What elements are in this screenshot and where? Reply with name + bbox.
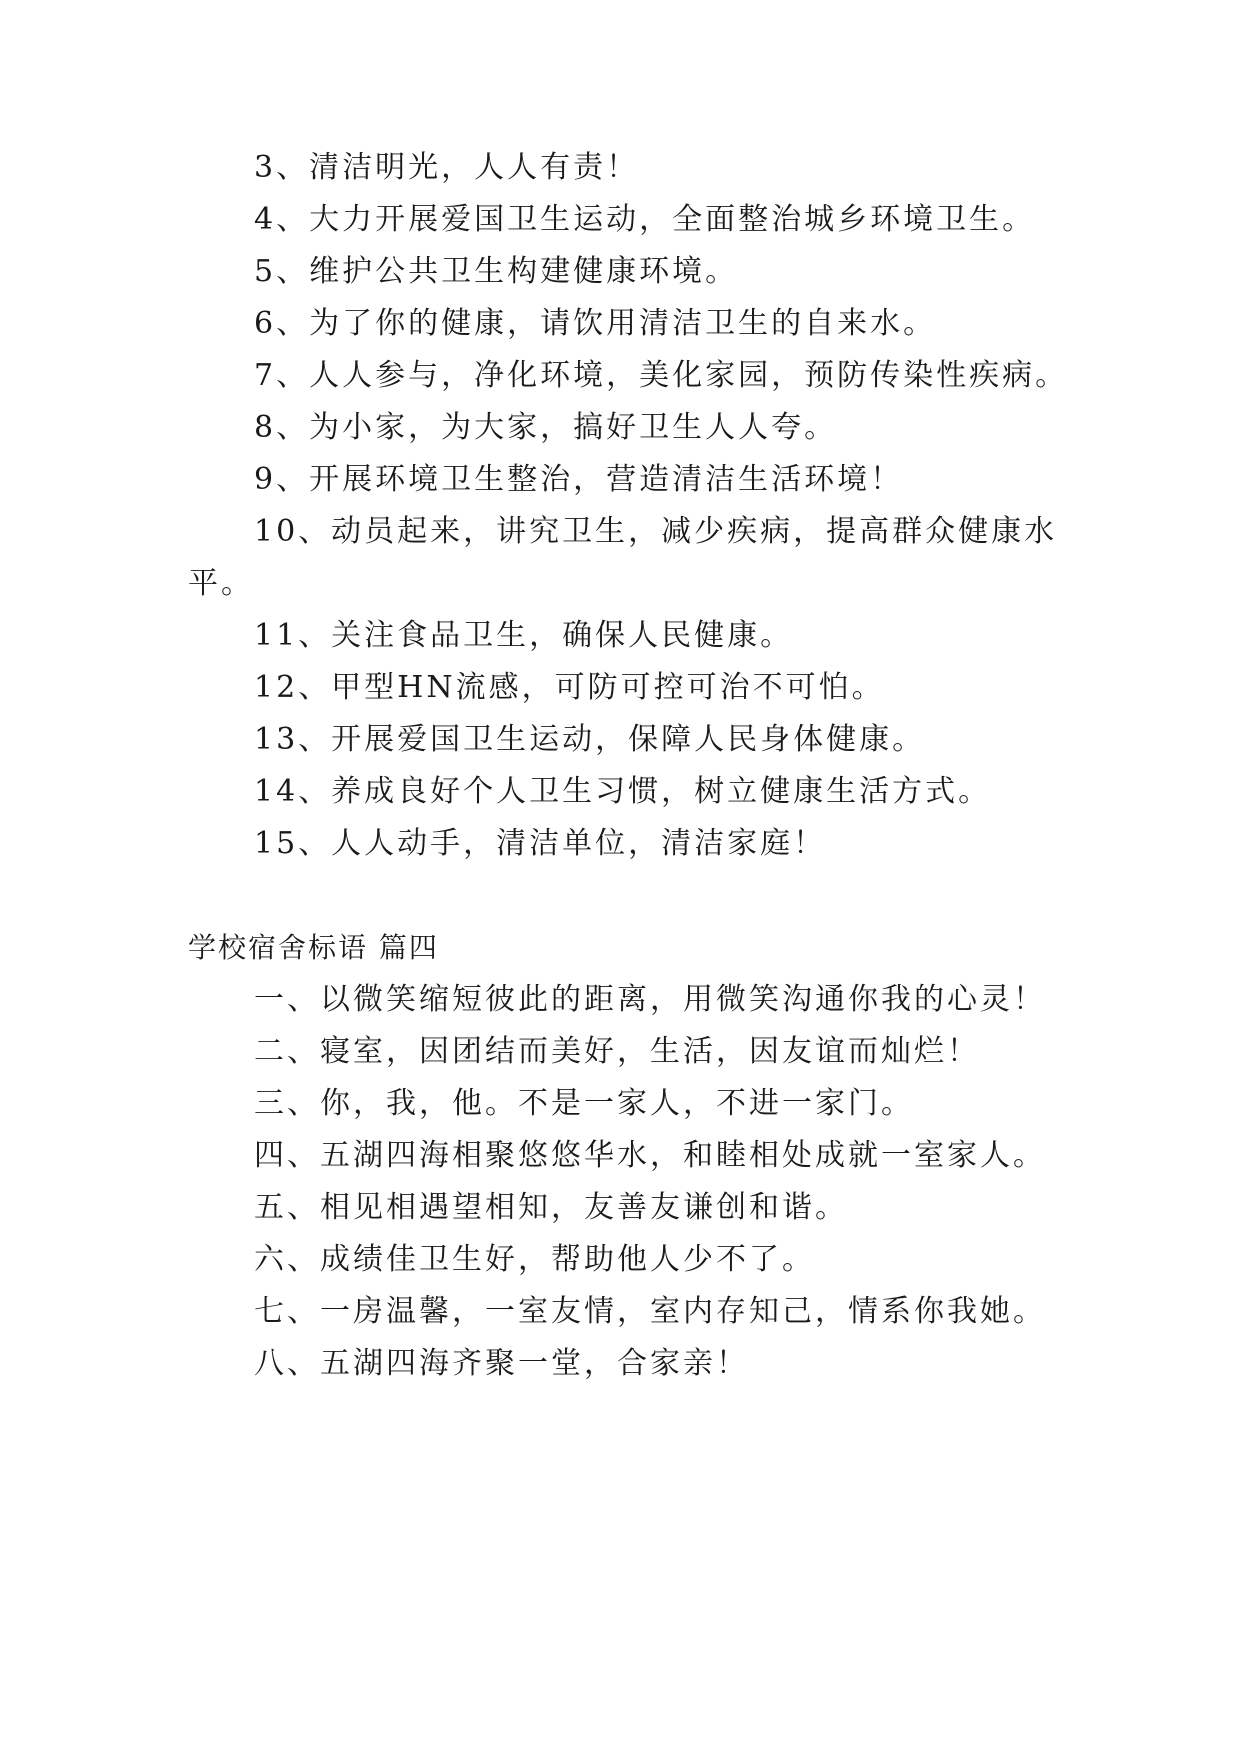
slogan-item: 4、大力开展爱国卫生运动，全面整治城乡环境卫生。 — [254, 202, 1036, 237]
slogan-item: 9、开展环境卫生整治，营造清洁生活环境！ — [254, 462, 904, 497]
slogan-item: 12、甲型HN流感，可防可控可治不可怕。 — [254, 670, 885, 705]
slogan-item: 11、关注食品卫生，确保人民健康。 — [254, 618, 794, 653]
dorm-slogan-item: 五、相见相遇望相知，友善友谦创和谐。 — [254, 1190, 848, 1225]
dorm-slogan-item: 二、寝室，因团结而美好，生活，因友谊而灿烂！ — [254, 1034, 980, 1069]
dorm-slogan-item: 六、成绩佳卫生好，帮助他人少不了。 — [254, 1242, 815, 1277]
slogan-item: 15、人人动手，清洁单位，清洁家庭！ — [254, 826, 827, 861]
slogan-item: 10、动员起来，讲究卫生，减少疾病，提高群众健康水 — [254, 514, 1058, 549]
dorm-slogan-item: 四、五湖四海相聚悠悠华水，和睦相处成就一室家人。 — [254, 1138, 1046, 1173]
slogan-item-continuation: 平。 — [188, 566, 254, 601]
slogan-item: 6、为了你的健康，请饮用清洁卫生的自来水。 — [254, 306, 937, 341]
slogan-item: 5、维护公共卫生构建健康环境。 — [254, 254, 739, 289]
dorm-slogan-item: 三、你，我，他。不是一家人，不进一家门。 — [254, 1086, 914, 1121]
dorm-slogan-item: 八、五湖四海齐聚一堂，合家亲！ — [254, 1346, 749, 1381]
dorm-slogan-item: 七、一房温馨，一室友情，室内存知己，情系你我她。 — [254, 1294, 1046, 1329]
slogan-item: 13、开展爱国卫生运动，保障人民身体健康。 — [254, 722, 926, 757]
slogan-item: 3、清洁明光，人人有责！ — [254, 150, 640, 185]
slogan-item: 14、养成良好个人卫生习惯，树立健康生活方式。 — [254, 774, 992, 809]
section-heading: 学校宿舍标语 篇四 — [188, 931, 439, 964]
slogan-item: 8、为小家，为大家，搞好卫生人人夸。 — [254, 410, 838, 445]
dorm-slogan-item: 一、以微笑缩短彼此的距离，用微笑沟通你我的心灵！ — [254, 982, 1046, 1017]
slogan-item: 7、人人参与，净化环境，美化家园，预防传染性疾病。 — [254, 358, 1069, 393]
